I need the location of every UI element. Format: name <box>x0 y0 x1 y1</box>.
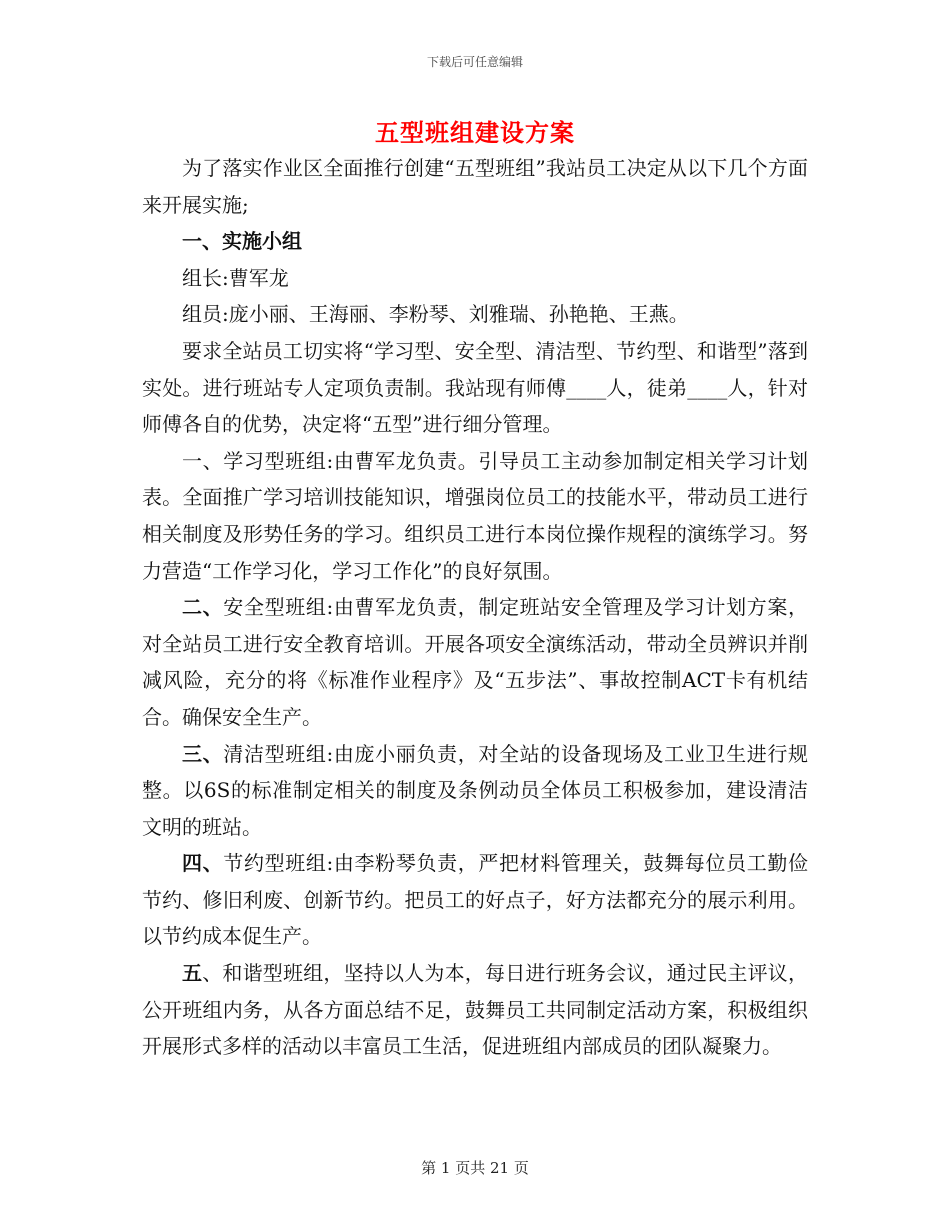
item-safety-text: 安全型班组:由曹军龙负责，制定班站安全管理及学习计划方案，对全站员工进行安全教育培训。开展各项安全演练活动，带动全员辨识并削减风险，充分的将《标准作业程序》及“五步法”、事故控制ACT卡有机结合。确保安全生产。 <box>142 595 809 729</box>
item-safety <box>142 589 808 735</box>
item-learning: 一、学习型班组:由曹军龙负责。引导员工主动参加制定相关学习计划表。全面推广学习培训技能知识，增强岗位员工的技能水平，带动员工进行相关制度及形势任务的学习。组织员工进行本岗位操作规程的演练学习。努力营造“工作学习化，学习工作化”的良好氛围。 <box>142 448 808 583</box>
item-clean-number: 三、 <box>182 741 224 766</box>
document-body <box>142 150 808 1065</box>
item-saving <box>142 845 808 955</box>
item-harmony-number: 五 <box>182 961 203 986</box>
requirement-paragraph: 要求全站员工切实将“学习型、安全型、清洁型、节约型、和谐型”落到实处。进行班站专人定项负责制。我站现有师傅____人，徒弟____人，针对师傅各自的优势，决定将“五型”进行细分管理。 <box>142 338 808 437</box>
item-clean-text: 清洁型班组:由庞小丽负责，对全站的设备现场及工业卫生进行规整。以6S的标准制定相关的制度及条例动员全体员工积极参加，建设清洁文明的班站。 <box>142 741 809 839</box>
item-clean <box>142 736 808 846</box>
header-note: 下载后可任意编辑 <box>426 55 523 69</box>
document-title: 五型班组建设方案 <box>375 118 575 147</box>
page-footer: 第 1 页共 21 页 <box>421 1159 529 1177</box>
item-saving-text: 节约型班组:由李粉琴负责，严把材料管理关，鼓舞每位员工勤俭节约、修旧利废、创新节约。把员工的好点子，好方法都充分的展示利用。以节约成本促生产。 <box>142 851 809 949</box>
members-line: 组员:庞小丽、王海丽、李粉琴、刘雅瑞、孙艳艳、王燕。 <box>182 302 689 327</box>
item-harmony <box>142 955 808 1065</box>
item-harmony-text: 、和谐型班组，坚持以人为本，每日进行班务会议，通过民主评议，公开班组内务，从各方面总结不足，鼓舞员工共同制定活动方案，积极组织开展形式多样的活动以丰富员工生活，促进班组内部成员的团队凝聚力。 <box>142 961 809 1059</box>
section-heading: 一、实施小组 <box>182 229 302 254</box>
item-saving-number: 四、 <box>182 851 224 876</box>
intro-paragraph: 为了落实作业区全面推行创建“五型班组”我站员工决定从以下几个方面来开展实施; <box>142 156 808 217</box>
item-safety-number: 二、 <box>182 595 224 620</box>
leader-line: 组长:曹军龙 <box>182 265 289 290</box>
